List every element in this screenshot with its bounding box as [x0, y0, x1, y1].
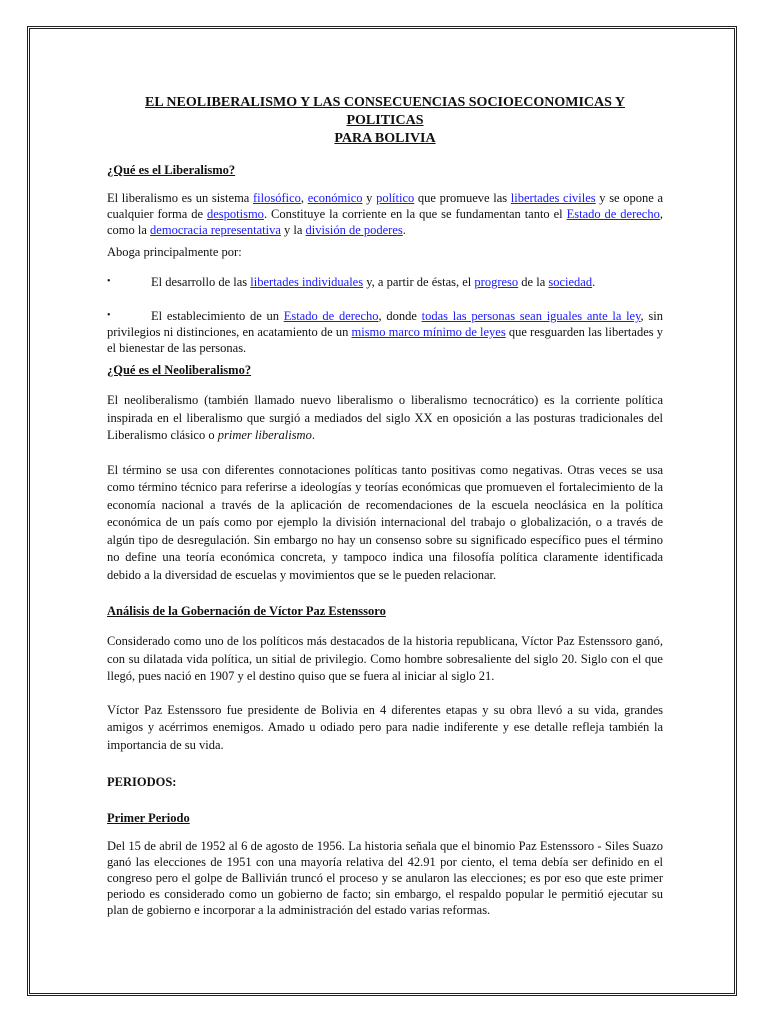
bullet-icon: •: [107, 276, 111, 287]
list-item-text: [107, 274, 663, 290]
document-body: [107, 94, 663, 918]
paragraph-neoliberalismo-def: [107, 392, 663, 445]
text-run: y la: [280, 223, 306, 237]
heading-analisis-paz-estenssoro: Análisis de la Gobernación de Víctor Paz Estenssoro: [107, 604, 386, 618]
text-run: y, a partir de éstas, el: [363, 275, 475, 289]
link-estado-de-derecho-2[interactable]: Estado de derecho: [283, 309, 379, 323]
emphasis-primer-liberalismo: primer liberalismo: [217, 428, 312, 442]
link-iguales-ante-la-ley[interactable]: todas las personas sean iguales ante la ley: [421, 309, 641, 323]
paragraph-aboga: Aboga principalmente por:: [107, 245, 242, 259]
text-run: ,: [300, 191, 308, 205]
text-run: .: [311, 428, 315, 442]
text-run: El desarrollo de las: [151, 275, 251, 289]
heading-periodos: PERIODOS:: [107, 775, 177, 789]
text-run: que resguarden las libertades y el bienestar de las personas.: [107, 325, 664, 355]
paragraph-termino: El término se usa con diferentes connotaciones políticas tanto positivas como negativas. Otras veces se usa como término técnico para referirse a ideologías y teorías económicas que promueven el fortalecimiento de la economía nacional a través de la aplicación de recomendaciones de la escuela neoclásica en la política económica de un país como por ejemplo la división internacional del trabajo o globalización, o a través de algún tipo de desregulación. Sin embargo no hay un consenso sobre su significado específico pues el término no define una teoría económica concreta, y tampoco indica una filosofía política claramente identificada debido a la diversidad de escuelas y movimientos que se le pueden relacionar.: [107, 462, 663, 582]
text-run: .: [592, 275, 596, 289]
heading-liberalismo: ¿Qué es el Liberalismo?: [107, 163, 236, 177]
heading-primer-periodo: Primer Periodo: [107, 811, 190, 825]
title-line-2: PARA BOLIVIA: [334, 131, 436, 146]
list-item: [107, 274, 663, 290]
link-economico[interactable]: económico: [307, 191, 363, 205]
list-item: [107, 308, 663, 356]
link-sociedad[interactable]: sociedad: [548, 275, 593, 289]
link-division-de-poderes[interactable]: división de poderes: [305, 223, 403, 237]
text-run: , donde: [378, 309, 422, 323]
text-run: y se opone a cualquier forma de: [107, 191, 663, 221]
document-title: [107, 94, 663, 148]
link-democracia-representativa[interactable]: democracia representativa: [150, 223, 281, 237]
text-run: El neoliberalismo (también llamado nuevo liberalismo o liberalismo tecnocrático) es la corriente política inspirada en el liberalismo que surgió a mediados del siglo XX en oposición a las posturas tradicionales del Liberalismo clásico o: [107, 393, 663, 442]
bullet-icon: •: [107, 310, 111, 321]
text-run: .: [402, 223, 406, 237]
link-progreso[interactable]: progreso: [474, 275, 519, 289]
link-libertades-civiles[interactable]: libertades civiles: [510, 191, 596, 205]
link-estado-de-derecho[interactable]: Estado de derecho: [566, 207, 660, 221]
text-run: El establecimiento de un: [151, 309, 284, 323]
text-run: , sin privilegios ni distinciones, en acatamiento de un: [107, 309, 663, 339]
text-run: y: [362, 191, 377, 205]
text-run: . Constituye la corriente en la que se fundamentan tanto el: [263, 207, 567, 221]
link-politico[interactable]: político: [376, 191, 415, 205]
paragraph-primer-periodo: Del 15 de abril de 1952 al 6 de agosto de 1956. La historia señala que el binomio Paz Estenssoro - Siles Suazo ganó las elecciones de 1951 con una mayoría relativa del 42.91 por ciento, el tema debía ser definido en el congreso pero el golpe de Ballivián truncó el proceso y se anularon las elecciones; es por eso que este primer periodo es considerado como un gobierno de facto; sin embargo, el respaldo popular le permitió ejecutar su plan de gobierno e incorporar a la administración del estado varias reformas.: [107, 839, 663, 917]
paragraph-presidente: Víctor Paz Estenssoro fue presidente de Bolivia en 4 diferentes etapas y su obra llevó a su vida, grandes amigos y acérrimos enemigos. Amado u odiado pero para nadie indiferente y ese detalle refleja también la importancia de su vida.: [107, 702, 663, 752]
list-item-text: [107, 308, 663, 356]
paragraph-considerado: Considerado como uno de los políticos más destacados de la historia republicana, Víctor Paz Estenssoro ganó, con su dilatada vida política, un sitial de privilegio. Como hombre sobresaliente del siglo 20. Siglo con el que llegó, pues nació en 1907 y el destino quiso que se fuera al iniciar al siglo 21.: [107, 634, 663, 683]
text-run: , como la: [107, 207, 663, 237]
link-libertades-individuales[interactable]: libertades individuales: [250, 275, 364, 289]
text-run: de la: [518, 275, 549, 289]
text-run: que promueve las: [414, 191, 511, 205]
text-run: El liberalismo es un sistema: [107, 191, 253, 205]
title-line-1: EL NEOLIBERALISMO Y LAS CONSECUENCIAS SOCIOECONOMICAS Y POLITICAS: [145, 95, 625, 128]
link-filosofico[interactable]: filosófico: [252, 191, 301, 205]
link-marco-minimo-de-leyes[interactable]: mismo marco mínimo de leyes: [351, 325, 506, 339]
link-despotismo[interactable]: despotismo: [206, 207, 264, 221]
heading-neoliberalismo: ¿Qué es el Neoliberalismo?: [107, 363, 252, 377]
paragraph-liberalismo-def: [107, 190, 663, 238]
